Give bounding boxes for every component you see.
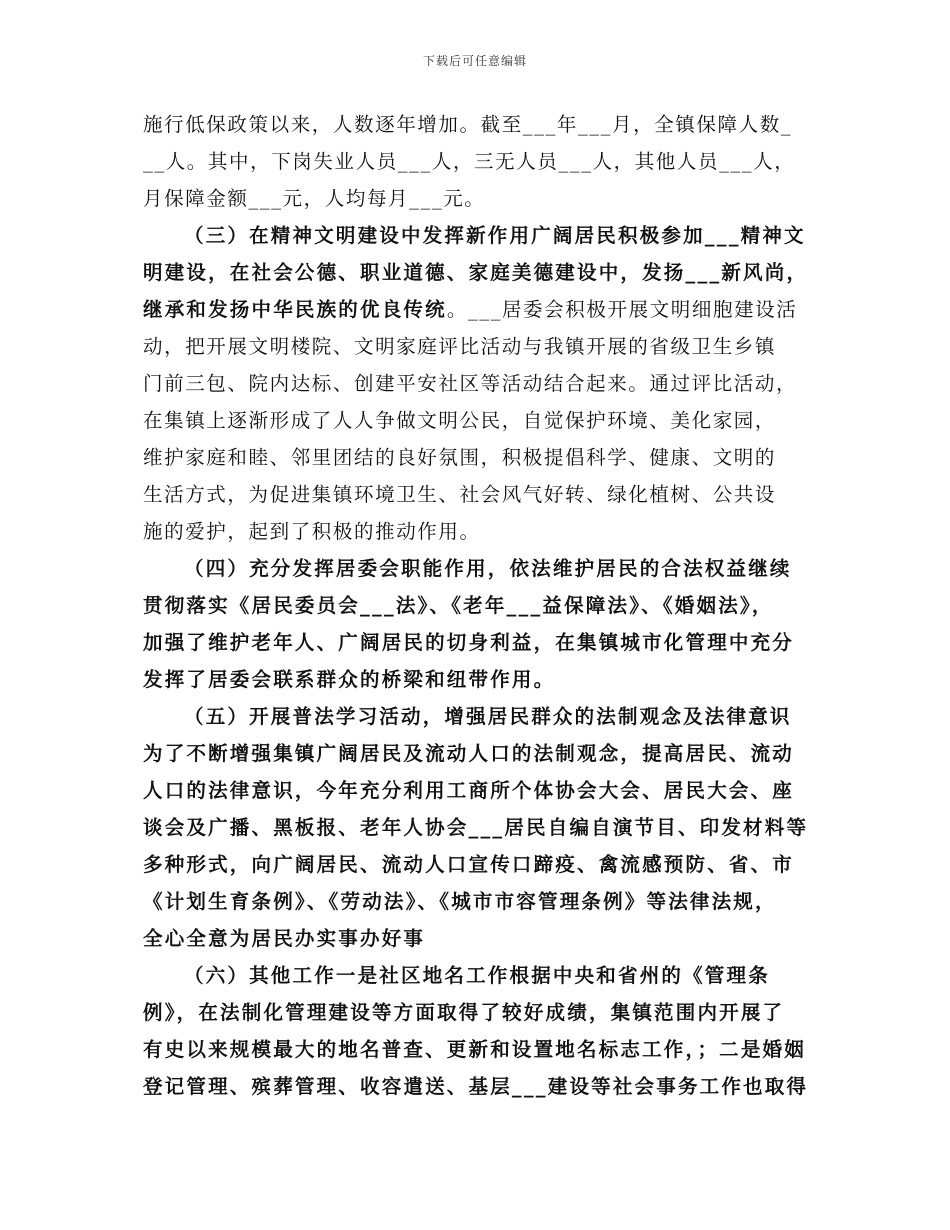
text-run: 继承和发扬中华民族的优良传统 [143, 298, 447, 321]
text-line: 施行低保政策以来，人数逐年增加。截至___年___月，全镇保障人数_ [143, 113, 793, 136]
text-line: 加强了维护老年人、广阔居民的切身利益，在集镇城市化管理中充分 [143, 631, 795, 654]
text-line: 发挥了居委会联系群众的桥梁和纽带作用。 [143, 668, 556, 691]
text-line: （五）开展普法学习活动，增强居民群众的法制观念及法律意识 [184, 705, 792, 728]
text-line: 《计划生育条例》、《劳动法》、《城市市容管理条例》等法律法规， [143, 890, 777, 913]
text-line: 谈会及广播、黑板报、老年人协会___居民自编自演节目、印发材料等 [143, 816, 809, 839]
text-line: 为了不断增强集镇广阔居民及流动人口的法制观念，提高居民、流动 [143, 742, 795, 765]
document-body [143, 106, 811, 1105]
text-line [143, 291, 811, 328]
text-line: 施的爱护，起到了积极的推动作用。 [143, 520, 481, 543]
text-line: __人。其中，下岗失业人员___人，三无人员___人，其他人员___人， [143, 150, 796, 173]
text-line: 月保障金额___元，人均每月___元。 [143, 187, 486, 210]
text-line: 动，把开展文明楼院、文明家庭评比活动与我镇开展的省级卫生乡镇 [143, 335, 777, 358]
text-line: 在集镇上逐渐形成了人人争做文明公民，自觉保护环境、美化家园， [143, 409, 777, 432]
text-line: 多种形式，向广阔居民、流动人口宣传口蹄疫、禽流感预防、省、市 [143, 853, 795, 876]
text-line: 门前三包、院内达标、创建平安社区等活动结合起来。通过评比活动， [143, 372, 798, 395]
text-line: 有史以来规模最大的地名普查、更新和设置地名标志工作，；二是婚姻 [143, 1038, 806, 1061]
text-run: 。___居委会积极开展文明细胞建设活 [446, 298, 798, 321]
text-line: 明建设，在社会公德、职业道德、家庭美德建设中，发扬___新风尚， [143, 261, 809, 284]
text-line: 人口的法律意识，今年充分利用工商所个体协会大会、居民大会、座 [143, 779, 795, 802]
text-line: 生活方式，为促进集镇环境卫生、社会风气好转、绿化植树、公共设 [143, 483, 777, 506]
text-line: 贯彻落实《居民委员会___法》、《老年___益保障法》、《婚姻法》， [143, 594, 774, 617]
text-line: 维护家庭和睦、邻里团结的良好氛围，积极提倡科学、健康、文明的 [143, 446, 777, 469]
text-line: （六）其他工作一是社区地名工作根据中央和省州的《管理条 [184, 964, 770, 987]
page-header: 下载后可任意编辑 [422, 54, 527, 68]
text-line: （四）充分发挥居委会职能作用，依法维护居民的合法权益继续 [184, 557, 792, 580]
text-line: （三）在精神文明建设中发挥新作用广阔居民积极参加___精神文 [184, 224, 806, 247]
text-line: 登记管理、殡葬管理、收容遣送、基层___建设等社会事务工作也取得 [143, 1075, 809, 1098]
text-line: 例》，在法制化管理建设等方面取得了较好成绩，集镇范围内开展了 [143, 1001, 785, 1024]
text-line: 全心全意为居民办实事办好事 [143, 927, 426, 950]
